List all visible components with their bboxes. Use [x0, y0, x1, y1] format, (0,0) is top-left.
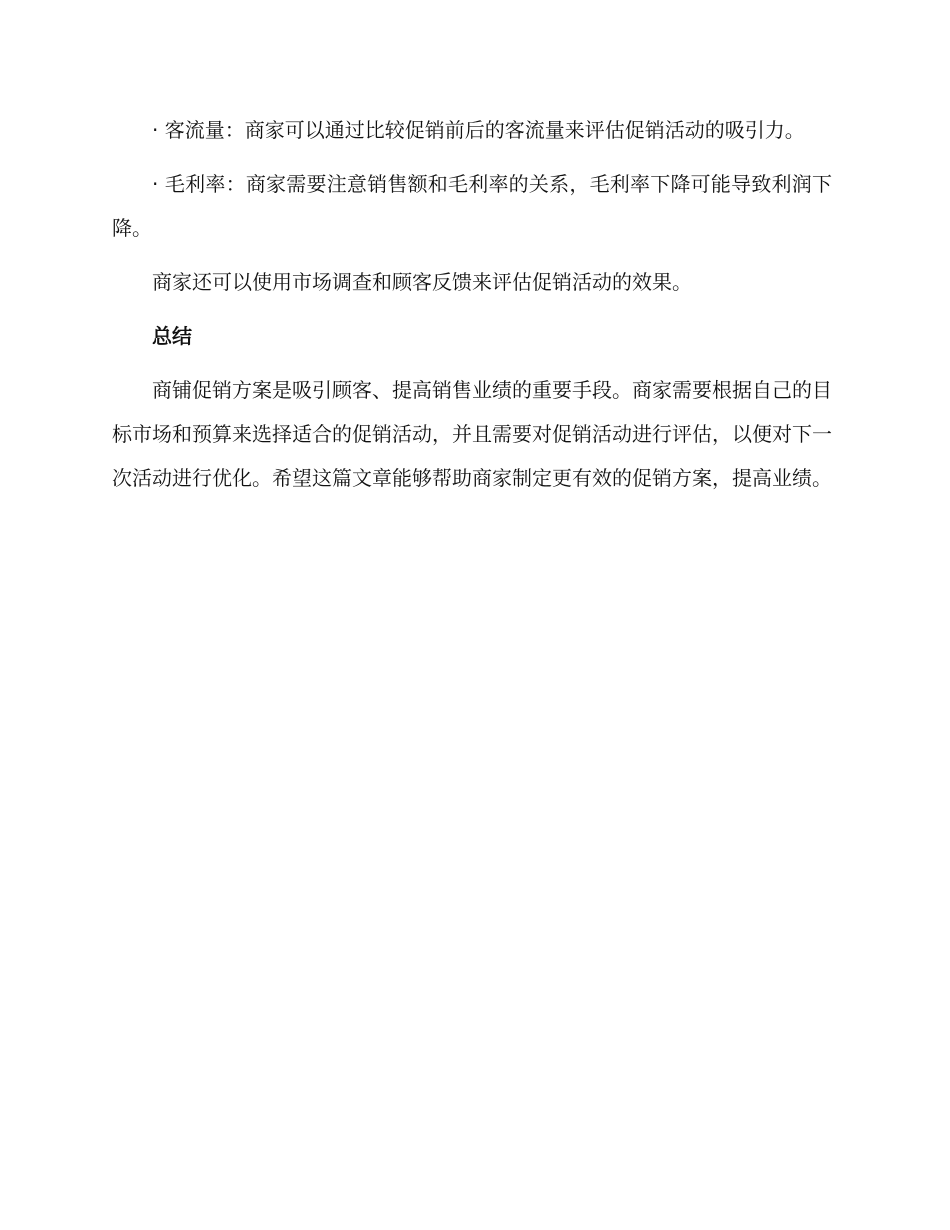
bullet-gross-margin: · 毛利率：商家需要注意销售额和毛利率的关系，毛利率下降可能导致利润下降。 — [112, 172, 832, 240]
summary-heading: 总结 — [152, 324, 192, 348]
document-page — [112, 108, 832, 510]
paragraph-market-research: 商家还可以使用市场调查和顾客反馈来评估促销活动的效果。 — [152, 270, 692, 294]
bullet-customer-traffic: · 客流量：商家可以通过比较促销前后的客流量来评估促销活动的吸引力。 — [152, 118, 805, 142]
summary-paragraph: 商铺促销方案是吸引顾客、提高销售业绩的重要手段。商家需要根据自己的目标市场和预算来选择适合的促销活动，并且需要对促销活动进行评估，以便对下一次活动进行优化。希望这篇文章能够帮助商家制定更有效的促销方案，提高业绩。 — [112, 378, 832, 490]
